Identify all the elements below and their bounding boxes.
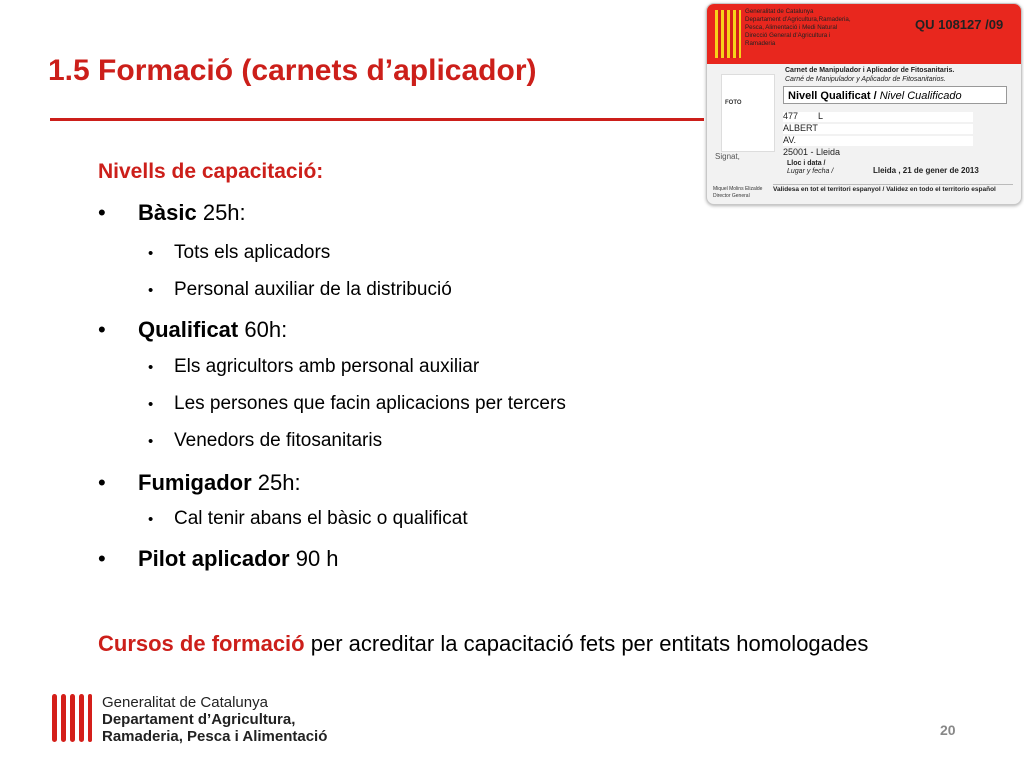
training-note	[98, 628, 958, 659]
section-heading: Nivells de capacitació:	[98, 160, 324, 183]
card-signer: Miquel Molins Elizalde Director General	[713, 186, 763, 199]
level-hours: 60h:	[238, 317, 288, 342]
sub-item: • Tots els aplicadors	[148, 242, 331, 263]
card-place-label: Lloc i data /	[787, 160, 826, 167]
card-code: QU 108127 /09	[915, 17, 1004, 32]
card-photo-label: FOTO	[725, 100, 742, 106]
card-place-label-es: Lugar y fecha /	[787, 168, 834, 175]
sub-item: • Personal auxiliar de la distribució	[148, 279, 452, 300]
bullet: •	[98, 546, 106, 571]
card-validity: Validesa en tot el territori espanyol / Validez en todo el territorio español	[773, 184, 1013, 193]
footer-logo-text	[102, 694, 327, 745]
bullet: •	[98, 317, 106, 342]
card-place-value: Lleida , 21 de gener de 2013	[873, 166, 979, 175]
level-name: Qualificat	[138, 317, 239, 342]
level-name: Fumigador	[138, 470, 252, 495]
logo-line-2: Departament d’Agricultura,	[102, 711, 296, 728]
slide-title: 1.5 Formació (carnets d’aplicador)	[48, 54, 537, 87]
card-department: Generalitat de Catalunya Departament d’Agricultura,Ramaderia, Pesca, Alimentació i Medi Natural Direcció General d’Agricultura i Ramaderia	[745, 8, 851, 47]
bullet: •	[98, 200, 106, 225]
card-field-city: 25001 - Lleida	[783, 147, 841, 157]
logo-line-1: Generalitat de Catalunya	[102, 694, 268, 711]
card-photo-placeholder	[721, 74, 775, 152]
sub-item: • Els agricultors amb personal auxiliar	[148, 356, 480, 377]
level-name: Pilot aplicador	[138, 546, 290, 571]
training-note-highlight: Cursos de formació	[98, 631, 305, 656]
card-title-es: Carné de Manipulador y Aplicador de Fitosanitarios.	[785, 76, 946, 83]
level-item-basic	[98, 200, 246, 226]
card-field-id: 477 L	[783, 111, 824, 121]
training-note-rest: per acreditar la capacitació fets per entitats homologades	[304, 631, 869, 656]
card-level: Nivell Qualificat / Nivel Cualificado	[783, 86, 1007, 104]
card-field-name: ALBERT	[783, 123, 818, 133]
card-title-ca: Carnet de Manipulador i Aplicador de Fitosanitaris.	[785, 67, 955, 74]
level-item-qualificat	[98, 317, 287, 343]
generalitat-emblem-icon	[715, 10, 741, 58]
level-hours: 25h:	[196, 200, 246, 225]
sub-item: • Cal tenir abans el bàsic o qualificat	[148, 508, 468, 529]
level-item-fumigador	[98, 470, 301, 496]
card-field-address: AV.	[783, 135, 797, 145]
license-card-image	[706, 3, 1022, 205]
logo-line-3: Ramaderia, Pesca i Alimentació	[102, 728, 328, 745]
level-hours: 25h:	[251, 470, 301, 495]
level-hours: 90 h	[289, 546, 339, 571]
bullet: •	[98, 470, 106, 495]
card-signature-label: Signat,	[715, 152, 740, 161]
sub-item: • Venedors de fitosanitaris	[148, 430, 383, 451]
title-underline	[50, 118, 704, 121]
sub-item: • Les persones que facin aplicacions per tercers	[148, 393, 566, 414]
generalitat-logo-icon	[50, 692, 94, 744]
level-name: Bàsic	[138, 200, 197, 225]
page-number: 20	[940, 722, 956, 738]
level-item-pilot	[98, 546, 339, 572]
